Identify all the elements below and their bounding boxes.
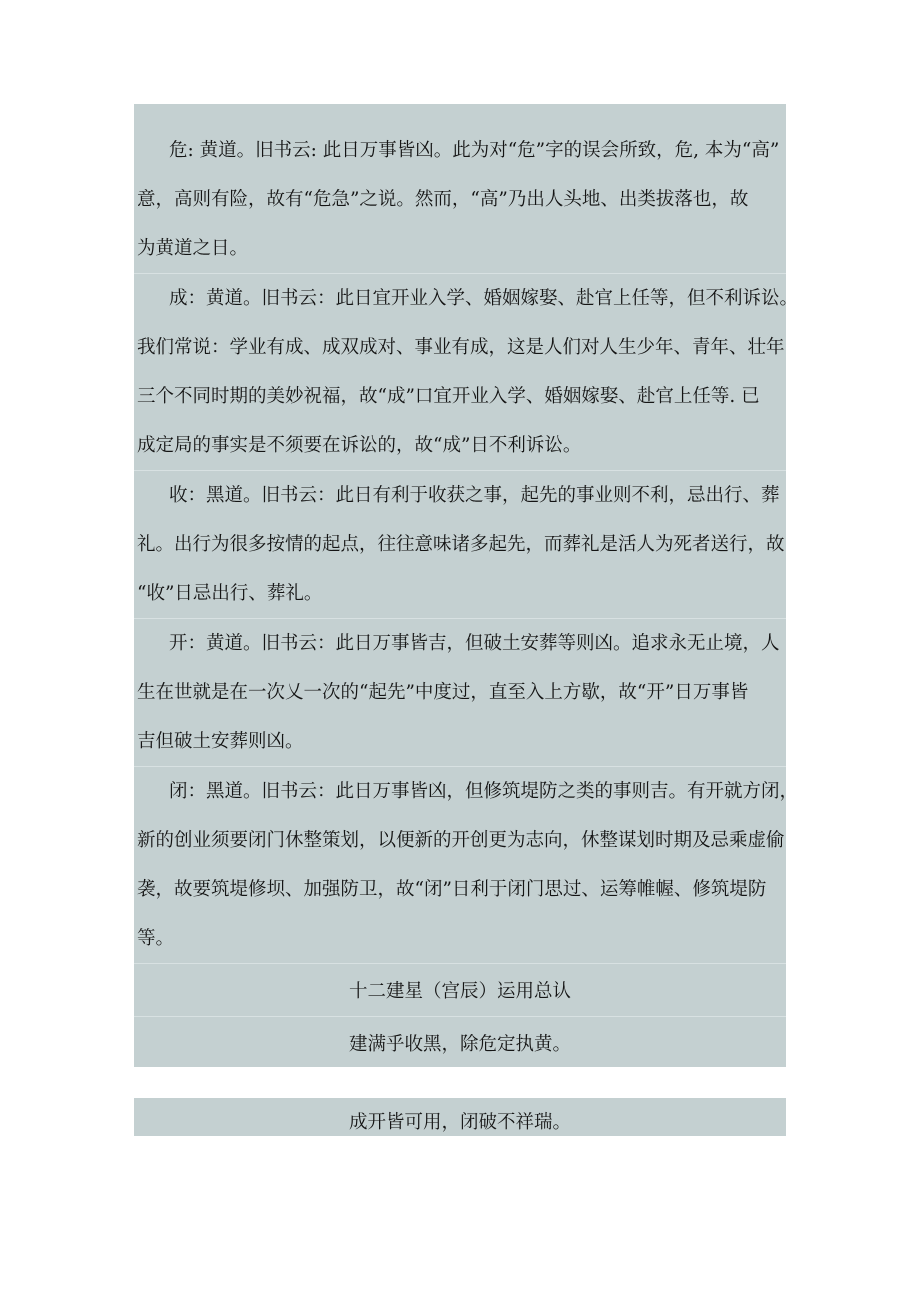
text-line: 等。 [137,928,175,949]
text-line: 吉但破土安葬则凶。 [137,731,304,752]
verse-line: 成开皆可用，闭破不祥瑞。 [348,1112,571,1133]
text-line: 新的创业须要闭门休整策划，以便新的开创更为志向，休整谋划时期及忌乘虚偷 [137,830,785,851]
text-line: “收”日忌出行、葬礼。 [137,583,323,604]
verse-line: 建满乎收黑，除危定执黄。 [348,1034,571,1055]
text-line: 三个不同时期的美妙祝福，故“成”口宜开业入学、婚姻嫁娶、赴官上任等. 已 [137,386,760,407]
section-title: 十二建星（宫辰）运用总认 [134,964,786,1017]
text-line: 为黄道之日。 [137,238,249,259]
text-line: 成：黄道。旧书云：此日宜开业入学、婚姻嫁娶、赴官上任等，但不利诉讼。 [169,288,799,309]
text-line: 生在世就是在一次乂一次的“起先”中度过，直至入上方歇，故“开”日万事皆 [137,682,749,703]
paragraph-shou [134,471,786,619]
paragraph-bi [134,767,799,964]
text-table-block-continued [134,1098,786,1136]
text-line: 收：黑道。旧书云：此日有利于收获之事，起先的事业则不利，忌出行、葬 [169,485,780,506]
paragraph-wei [134,104,786,274]
text-line: 成定局的事实是不须要在诉讼的，故“成”日不利诉讼。 [137,435,582,456]
text-line: 意，高则有险，故有“危急”之说。然而，“高”乃出人头地、出类拔落也，故 [137,189,749,210]
text-line: 礼。出行为很多按情的起点，往往意味诸多起先，而葬礼是活人为死者送行，故 [137,534,785,555]
text-line: 我们常说：学业有成、成双成对、事业有成，这是人们对人生少年、青年、壮年 [137,337,785,358]
text-table-block [134,104,799,1067]
text-line: 闭：黑道。旧书云：此日万事皆凶，但修筑堤防之类的事则吉。有开就方闭， [169,781,799,802]
text-line: 危: 黄道。旧书云: 此日万事皆凶。此为对“危”字的误会所致，危, 本为“高” [169,140,780,161]
text-line: 袭，故要筑堤修坝、加强防卫，故“闭”日利于闭门思过、运筹帷幄、修筑堤防 [137,879,767,900]
paragraph-cheng [134,274,799,471]
text-line: 开：黄道。旧书云：此日万事皆吉，但破土安葬等则凶。追求永无止境，人 [169,633,780,654]
paragraph-kai [134,619,786,767]
